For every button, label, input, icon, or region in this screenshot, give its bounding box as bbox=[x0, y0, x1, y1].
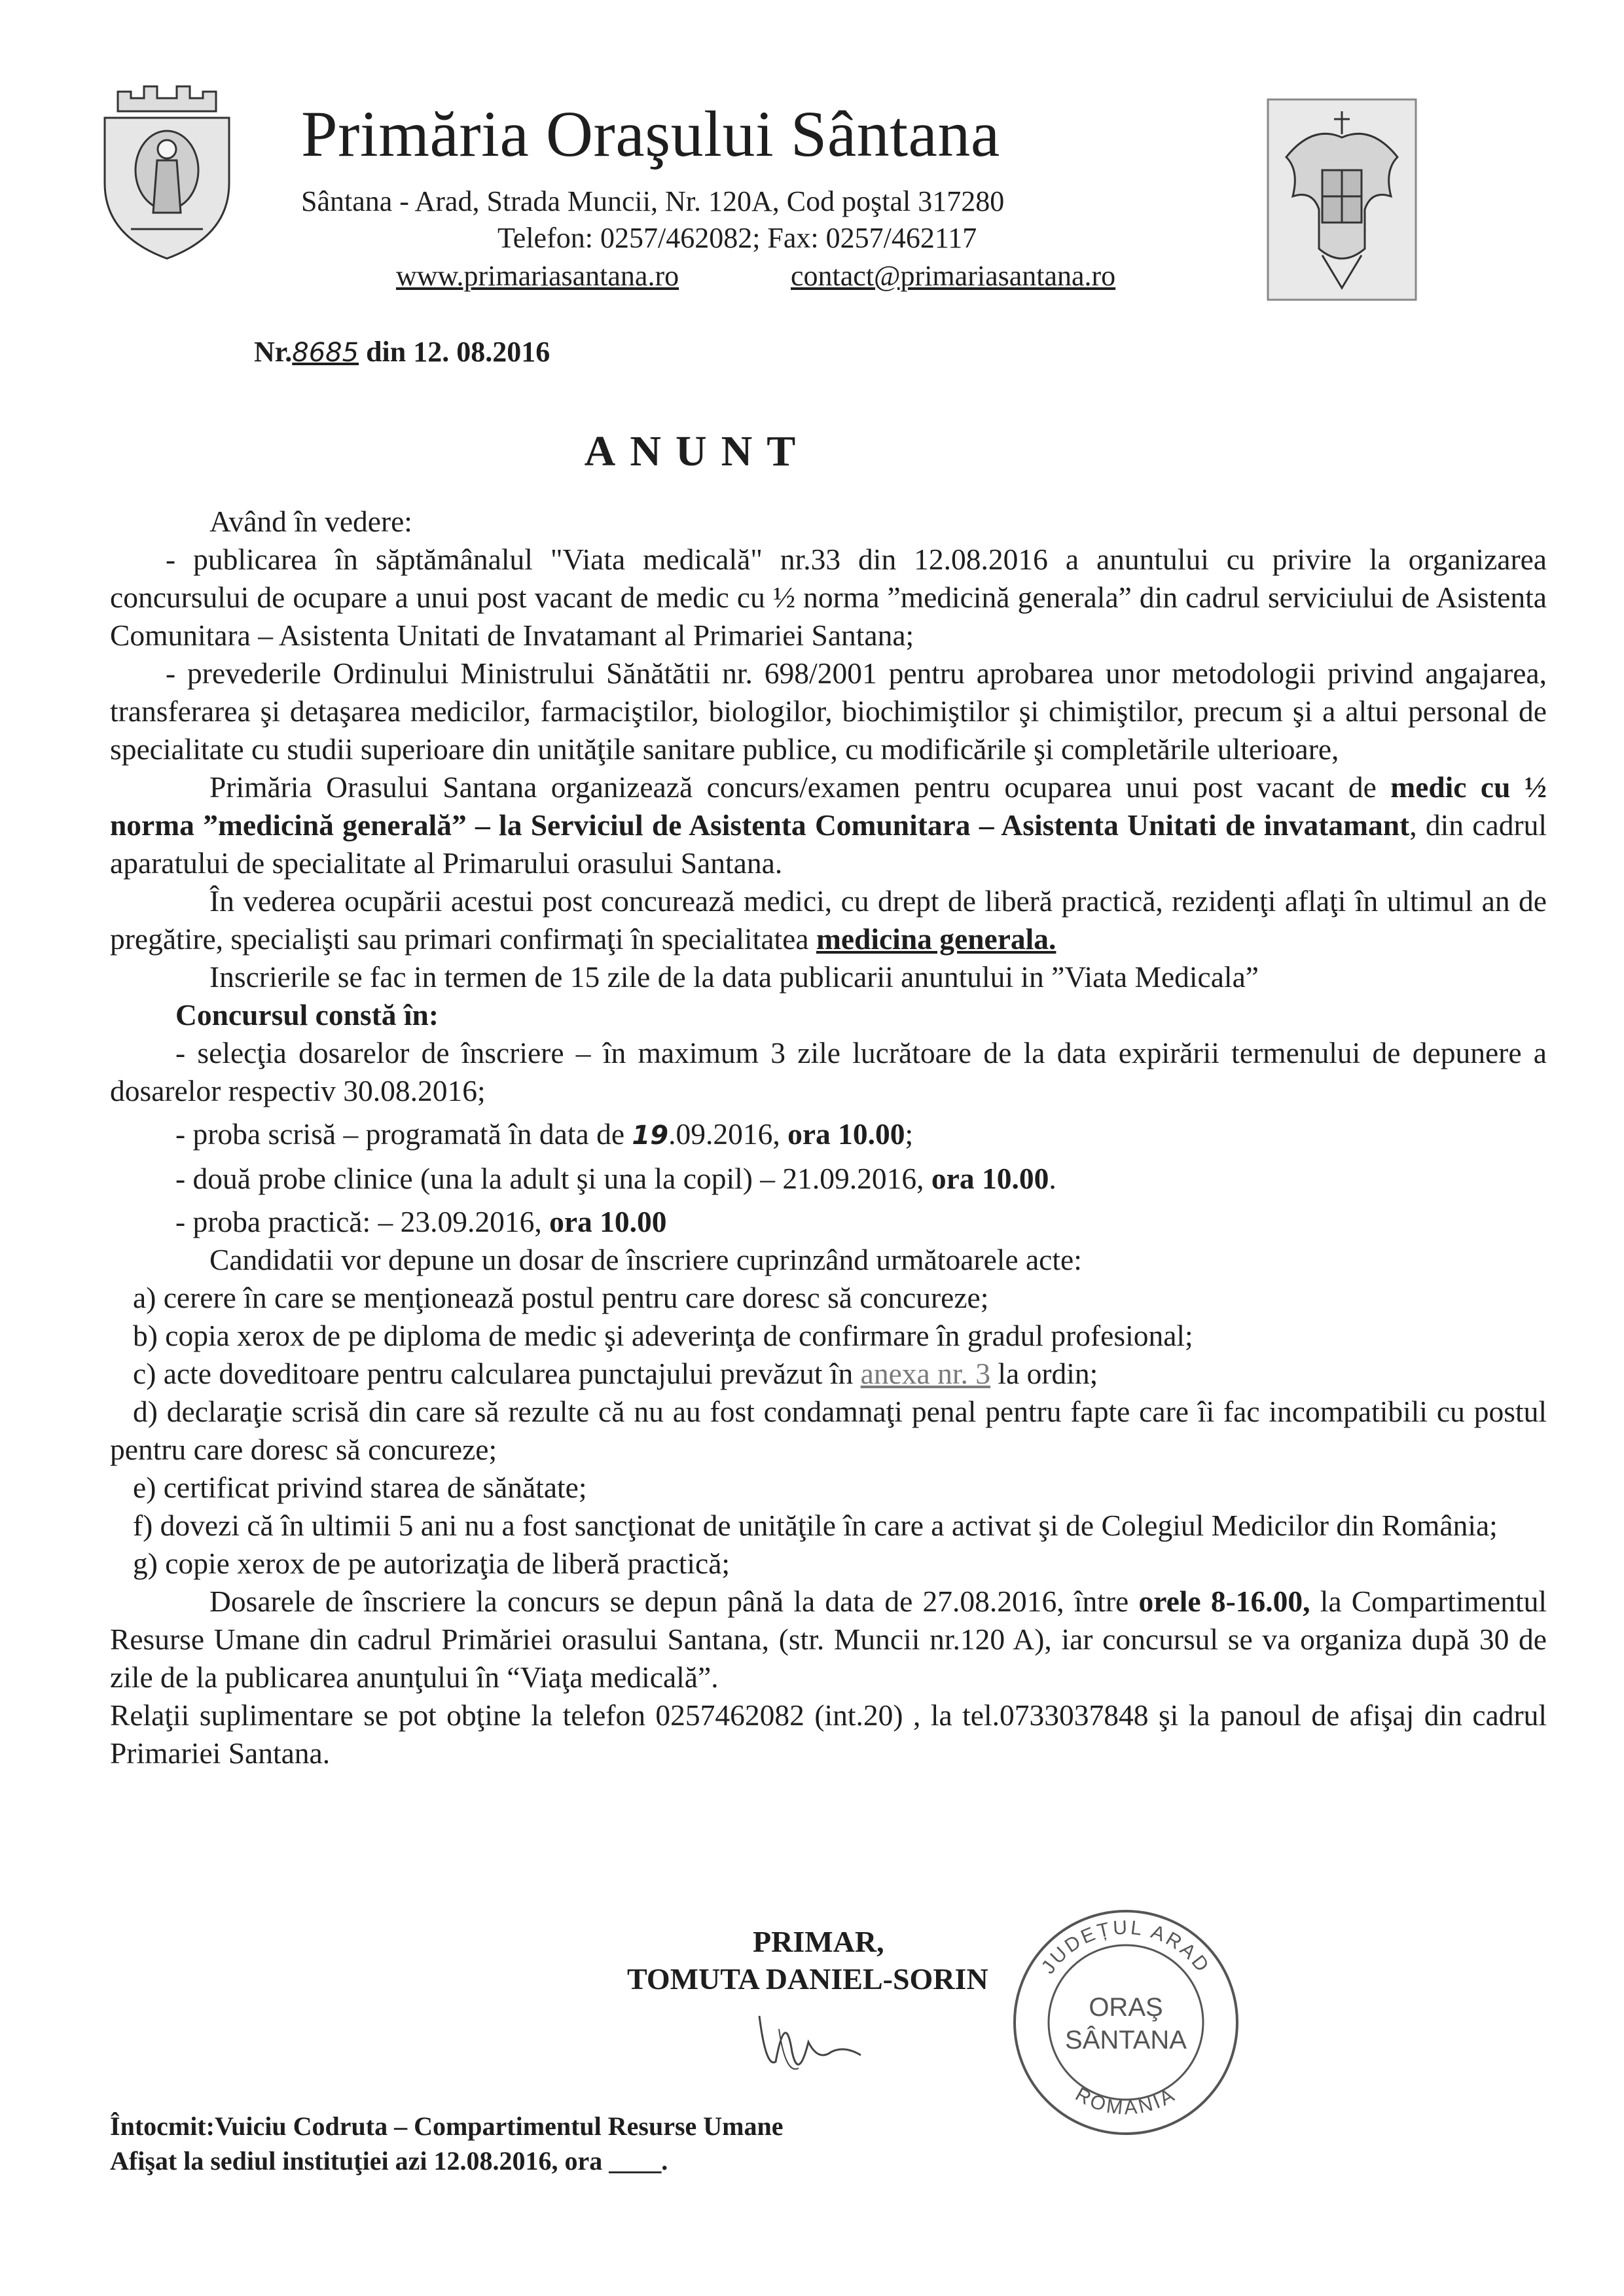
contest-heading: Concursul constă în: bbox=[175, 998, 439, 1031]
organization-phone-fax: Telefon: 0257/462082; Fax: 0257/462117 bbox=[497, 222, 977, 254]
posting-note: Afişat la sediul instituţiei azi 12.08.2016, ora ____. bbox=[110, 2146, 668, 2176]
announcement-body bbox=[110, 503, 1547, 1772]
eligibility-paragraph bbox=[110, 882, 1547, 958]
registration-number bbox=[254, 335, 550, 368]
stamp-bottom-text: ROMANIA bbox=[1072, 2083, 1180, 2119]
org-text-part-2: , din cadrul aparatului de specialitate al Primarului orasului Santana. bbox=[110, 808, 1547, 880]
handwritten-number: 8685 bbox=[292, 338, 359, 368]
stamp-center-2: SÂNTANA bbox=[1065, 2026, 1187, 2054]
documents-intro: Candidatii vor depune un dosar de înscriere cuprinzând următoarele acte: bbox=[209, 1243, 1082, 1276]
stage2-text: - proba scrisă – programată în data de bbox=[175, 1117, 632, 1151]
contest-stage-1: - selecţia dosarelor de înscriere – în maximum 3 zile lucrătoare de la data expirării termenului de depunere a dosarelor respectiv 30.08.2016; bbox=[110, 1036, 1547, 1107]
org-text-bold: medic cu ½ norma ”medicină generală” – la Serviciul de Asistenta Comunitara – Asistenta Unitati de invatamant bbox=[110, 770, 1547, 842]
signatory-title: PRIMAR, bbox=[753, 1925, 884, 1958]
reason-point-2: - prevederile Ordinului Ministrului Sănătătii nr. 698/2001 pentru aprobarea unor metodologii privind angajarea, transferarea şi detaşarea medicilor, farmaciştilor, biologilor, biochimiştilor şi chimiştilor, precum şi a altui personal de specialitate cu studii superioare din unităţile sanitare publice, cu modificările şi completările ulterioare, bbox=[110, 656, 1547, 766]
intro-line: Având în vedere: bbox=[209, 505, 412, 538]
svg-text:ROMANIA bbox=[1072, 2083, 1180, 2119]
contest-stage-2 bbox=[110, 1115, 1547, 1155]
stamp-center-1: ORAŞ bbox=[1089, 1993, 1163, 2022]
signatory-name: TOMUTA DANIEL-SORIN bbox=[627, 1962, 988, 1996]
email-link[interactable]: contact@primariasantana.ro bbox=[791, 260, 1116, 292]
deadline-text-2: la Compartimentul Resurse Umane din cadrul Primăriei orasului Santana, (str. Muncii nr.120 A), iar concursul se va organiza după 30 de zile de la publicarea anunţului în “Viaţa medicală”. bbox=[110, 1585, 1547, 1694]
stage3-time: ora 10.00 bbox=[931, 1162, 1049, 1195]
deadline-hours: orele 8-16.00, bbox=[1138, 1585, 1310, 1618]
document-item-c bbox=[110, 1355, 1547, 1393]
stamp-top-text: JUDEȚUL ARAD bbox=[1037, 1916, 1215, 1978]
stage2-date: .09.2016, bbox=[668, 1117, 788, 1151]
website-link[interactable]: www.primariasantana.ro bbox=[396, 260, 679, 292]
organization-address: Sântana - Arad, Strada Muncii, Nr. 120A, Cod poştal 317280 bbox=[301, 185, 1005, 217]
stage4-text: - proba practică: – 23.09.2016, bbox=[175, 1205, 550, 1238]
document-item-e: e) certificat privind starea de sănătate; bbox=[133, 1471, 587, 1504]
document-item-g: g) copie xerox de pe autorizaţia de liberă practică; bbox=[133, 1547, 731, 1580]
stage3-end: . bbox=[1049, 1162, 1056, 1195]
organization-paragraph bbox=[110, 768, 1547, 882]
document-item-f: f) dovezi că în ultimii 5 ani nu a fost sancţionat de unităţile în care a activat şi de Colegiul Medicilor din România; bbox=[133, 1509, 1498, 1542]
document-item-b: b) copia xerox de pe diploma de medic şi adeverinţa de confirmare în gradul profesional; bbox=[133, 1319, 1193, 1352]
organization-name: Primăria Oraşului Sântana bbox=[301, 98, 1000, 170]
drafted-by: Întocmit:Vuiciu Codruta – Compartimentul Resurse Umane bbox=[110, 2111, 784, 2141]
svg-text:JUDEȚUL ARAD bbox=[1038, 1917, 1215, 1978]
stage4-time: ora 10.00 bbox=[549, 1205, 667, 1238]
registration-period: Inscrierile se fac in termen de 15 zile de la data publicarii anuntului in ”Viata Medicala” bbox=[209, 960, 1259, 994]
submission-deadline bbox=[110, 1583, 1547, 1696]
org-text-part-1: Primăria Orasului Santana organizează concurs/examen pentru ocuparea unui post vacant de bbox=[209, 770, 1391, 804]
stage2-end: ; bbox=[905, 1117, 914, 1151]
national-coat-of-arms-icon bbox=[1267, 98, 1417, 301]
registration-prefix: Nr. bbox=[254, 336, 293, 368]
stage3-text: - două probe clinice (una la adult şi una la copil) – 21.09.2016, bbox=[175, 1162, 931, 1195]
official-stamp bbox=[1008, 1905, 1244, 2140]
stage2-time: ora 10.00 bbox=[787, 1117, 905, 1151]
stage2-handwritten-day: 19 bbox=[632, 1121, 669, 1151]
registration-date: din 12. 08.2016 bbox=[366, 336, 550, 368]
contest-stage-3 bbox=[110, 1160, 1547, 1198]
deadline-text: Dosarele de înscriere la concurs se depun până la data de 27.08.2016, între bbox=[209, 1585, 1139, 1618]
document-title: ANUNT bbox=[584, 427, 810, 475]
annex-3-link[interactable]: anexa nr. 3 bbox=[860, 1357, 991, 1390]
document-item-a: a) cerere în care se menţionează postul pentru care doresc să concureze; bbox=[133, 1281, 989, 1314]
eligibility-text: În vederea ocupării acestui post concurează medici, cu drept de liberă practică, rezidenţi aflaţi în ultimul an de pregătire, specialişti sau primari confirmaţi în specialitatea bbox=[110, 884, 1547, 956]
doc-c-text: c) acte doveditoare pentru calcularea punctajului prevăzut în bbox=[133, 1357, 861, 1390]
doc-c-end: la ordin; bbox=[990, 1357, 1098, 1390]
reason-point-1: - publicarea în săptămânalul "Viata medicală" nr.33 din 12.08.2016 a anuntului cu privire la organizarea concursului de ocupare a unui post vacant de medic cu ½ norma ”medicină generala” din cadrul serviciului de Asistenta Comunitara – Asistenta Unitati de Invatamant al Primariei Santana; bbox=[110, 543, 1547, 652]
handwritten-signature bbox=[746, 1990, 871, 2088]
contact-info: Relaţii suplimentare se pot obţine la telefon 0257462082 (int.20) , la tel.0733037848 şi la panoul de afişaj din cadrul Primariei Santana. bbox=[110, 1698, 1547, 1770]
town-crest-icon bbox=[92, 72, 242, 262]
contest-stage-4 bbox=[110, 1203, 1547, 1241]
document-item-d: d) declaraţie scrisă din care să rezulte că nu au fost condamnaţi penal pentru fapte care îi fac incompatibili cu postul pentru care doresc să concureze; bbox=[110, 1395, 1547, 1466]
eligibility-specialty: medicina generala. bbox=[816, 922, 1056, 956]
